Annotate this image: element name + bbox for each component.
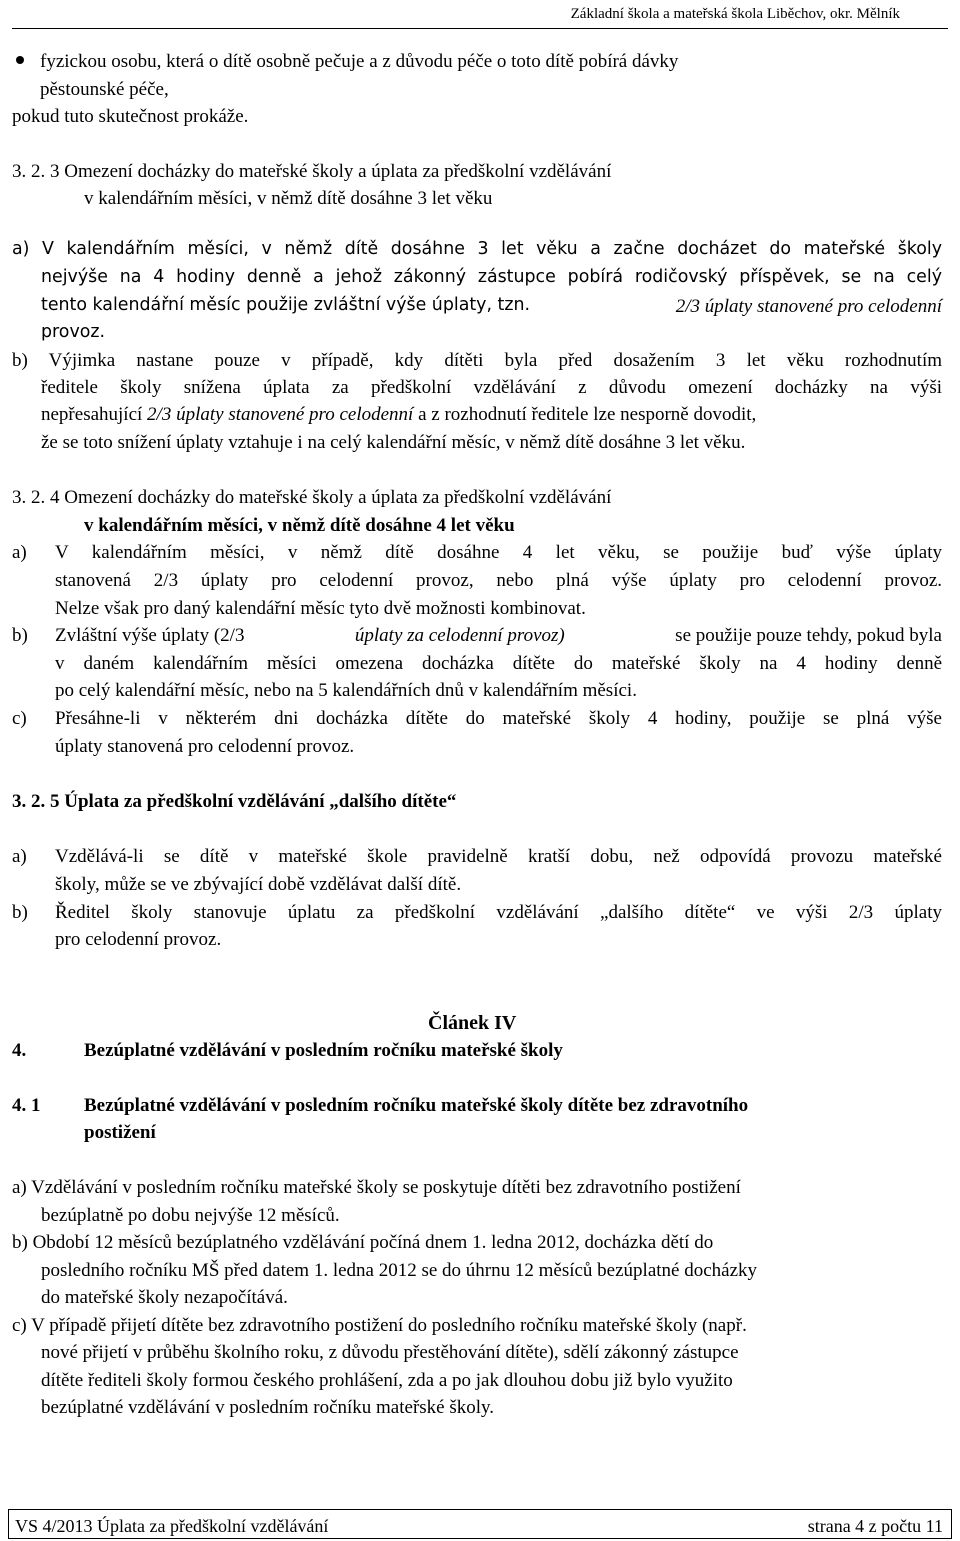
section-324-b-line-2: v daném kalendářním měsíci omezena docházka dítěte do mateřské školy na 4 hodiny denně <box>55 653 942 674</box>
section-323-a-line-4: provoz. <box>41 322 106 342</box>
article-c-line-4: bezúplatné vzdělávání v posledním ročníku mateřské školy. <box>41 1397 495 1418</box>
section-325-heading: 3. 2. 5 Úplata za předškolní vzdělávání „dalšího dítěte“ <box>12 791 457 812</box>
heading-4-text: Bezúplatné vzdělávání v posledním ročníku mateřské školy <box>84 1040 563 1061</box>
section-324-b-marker: b) <box>12 625 28 646</box>
article-c-line-2: nové přijetí v průběhu školního roku, z důvodu přestěhování dítěte), sdělí zákonný zástupce <box>41 1342 739 1363</box>
section-323-a-line-3 <box>41 297 942 316</box>
footer-page-number: strana 4 z počtu 11 <box>807 1516 943 1536</box>
heading-41-number: 4. 1 <box>12 1095 41 1116</box>
heading-41-line-1: Bezúplatné vzdělávání v posledním ročníku mateřské školy dítěte bez zdravotního <box>84 1095 749 1116</box>
article-b-line-1: b) Období 12 měsíců bezúplatného vzdělávání počíná dnem 1. ledna 2012, docházka dětí do <box>12 1232 714 1253</box>
section-324-b-line-1-post: se použije pouze tehdy, pokud byla <box>675 625 942 646</box>
section-324-a-line-2: stanovená 2/3 úplaty pro celodenní provoz, nebo plná výše úplaty pro celodenní provoz. <box>55 570 942 591</box>
intro-line-3: pokud tuto skutečnost prokáže. <box>12 106 249 127</box>
section-323-b-line-3-post: a z rozhodnutí ředitele lze nesporně dovodit, <box>418 404 757 425</box>
section-323-heading-2: v kalendářním měsíci, v němž dítě dosáhne 3 let věku <box>84 188 493 209</box>
footer-document-title: VS 4/2013 Úplata za předškolní vzdělávání <box>15 1516 329 1536</box>
section-324-b-line-1-pre: Zvláštní výše úplaty (2/3 <box>55 625 245 646</box>
section-324-c-line-1: Přesáhne-li v některém dni docházka dítěte do mateřské školy 4 hodiny, použije se plná výše <box>55 708 942 729</box>
section-325-b-marker: b) <box>12 902 28 923</box>
intro-line-2: pěstounské péče, <box>40 79 169 100</box>
section-323-b-line-1: b) Výjimka nastane pouze v případě, kdy dítěti byla před dosažením 3 let věku rozhodnutím <box>12 350 942 371</box>
section-323-a-line-3-italic: 2/3 úplaty stanovené pro celodenní <box>675 296 942 317</box>
section-325-b-line-1: Ředitel školy stanovuje úplatu za předškolní vzdělávání „dalšího dítěte“ ve výši 2/3 úplaty <box>55 902 942 923</box>
article-a-line-1: a) Vzdělávání v posledním ročníku mateřské školy se poskytuje dítěti bez zdravotního postižení <box>12 1177 741 1198</box>
section-323-b-line-3-pre: nepřesahující <box>41 404 143 425</box>
bullet-icon <box>16 56 24 64</box>
article-title: Článek IV <box>428 1012 517 1034</box>
section-324-a-line-1: V kalendářním měsíci, v němž dítě dosáhne 4 let věku, se použije buď výše úplaty <box>55 542 942 563</box>
section-323-b-line-3-italic: 2/3 úplaty stanovené pro celodenní <box>147 404 414 425</box>
section-324-a-line-3: Nelze však pro daný kalendářní měsíc tyto dvě možnosti kombinovat. <box>55 598 586 619</box>
section-323-a-line-2: nejvýše na 4 hodiny denně a jehož zákonný zástupce pobírá rodičovský příspěvek, se na celý <box>41 267 942 287</box>
article-b-line-3: do mateřské školy nezapočítává. <box>41 1287 288 1308</box>
section-325-a-marker: a) <box>12 846 27 867</box>
heading-41-line-2: postižení <box>84 1122 156 1143</box>
article-c-line-1: c) V případě přijetí dítěte bez zdravotního postižení do posledního ročníku mateřské školy (např. <box>12 1315 747 1336</box>
section-323-b-line-2: ředitele školy snížena úplata za předškolní vzdělávání z důvodu omezení docházky na výši <box>41 377 942 398</box>
section-324-c-marker: c) <box>12 708 27 729</box>
intro-line-1: fyzickou osobu, která o dítě osobně pečuje a z důvodu péče o toto dítě pobírá dávky <box>40 51 679 72</box>
header-rule <box>12 28 948 29</box>
heading-4-number: 4. <box>12 1040 27 1061</box>
page-footer <box>8 1509 952 1539</box>
section-325-a-line-2: školy, může se ve zbývající době vzdělávat další dítě. <box>55 874 462 895</box>
section-324-b-line-3: po celý kalendářní měsíc, nebo na 5 kalendářních dnů v kalendářním měsíci. <box>55 680 637 701</box>
page-header: Základní škola a mateřská škola Liběchov, okr. Mělník <box>570 6 900 22</box>
section-323-a-line-1: a) V kalendářním měsíci, v němž dítě dosáhne 3 let věku a začne docházet do mateřské školy <box>12 239 942 259</box>
article-a-line-2: bezúplatně po dobu nejvýše 12 měsíců. <box>41 1205 340 1226</box>
section-324-heading-2: v kalendářním měsíci, v němž dítě dosáhne 4 let věku <box>84 515 515 536</box>
section-323-b-line-3 <box>41 405 942 424</box>
article-c-line-3: dítěte řediteli školy formou českého prohlášení, zda a po jak dlouhou dobu již bylo využito <box>41 1370 733 1391</box>
section-324-b-line-1 <box>55 626 942 645</box>
section-325-b-line-2: pro celodenní provoz. <box>55 929 222 950</box>
section-323-b-line-4: že se toto snížení úplaty vztahuje i na celý kalendářní měsíc, v němž dítě dosáhne 3 let věku. <box>41 432 746 453</box>
section-323-heading-1: 3. 2. 3 Omezení docházky do mateřské školy a úplata za předškolní vzdělávání <box>12 161 612 182</box>
section-324-heading-1: 3. 2. 4 Omezení docházky do mateřské školy a úplata za předškolní vzdělávání <box>12 487 612 508</box>
section-324-b-line-1-italic: úplaty za celodenní provoz) <box>354 625 565 646</box>
section-324-c-line-2: úplaty stanovená pro celodenní provoz. <box>55 736 355 757</box>
section-323-a-line-3-text: tento kalendářní měsíc použije zvláštní výše úplaty, tzn. <box>41 295 531 315</box>
article-b-line-2: posledního ročníku MŠ před datem 1. ledna 2012 se do úhrnu 12 měsíců bezúplatné docházky <box>41 1260 758 1281</box>
section-325-a-line-1: Vzdělává-li se dítě v mateřské škole pravidelně kratší dobu, než odpovídá provozu mateřské <box>55 846 942 867</box>
section-324-a-marker: a) <box>12 542 27 563</box>
